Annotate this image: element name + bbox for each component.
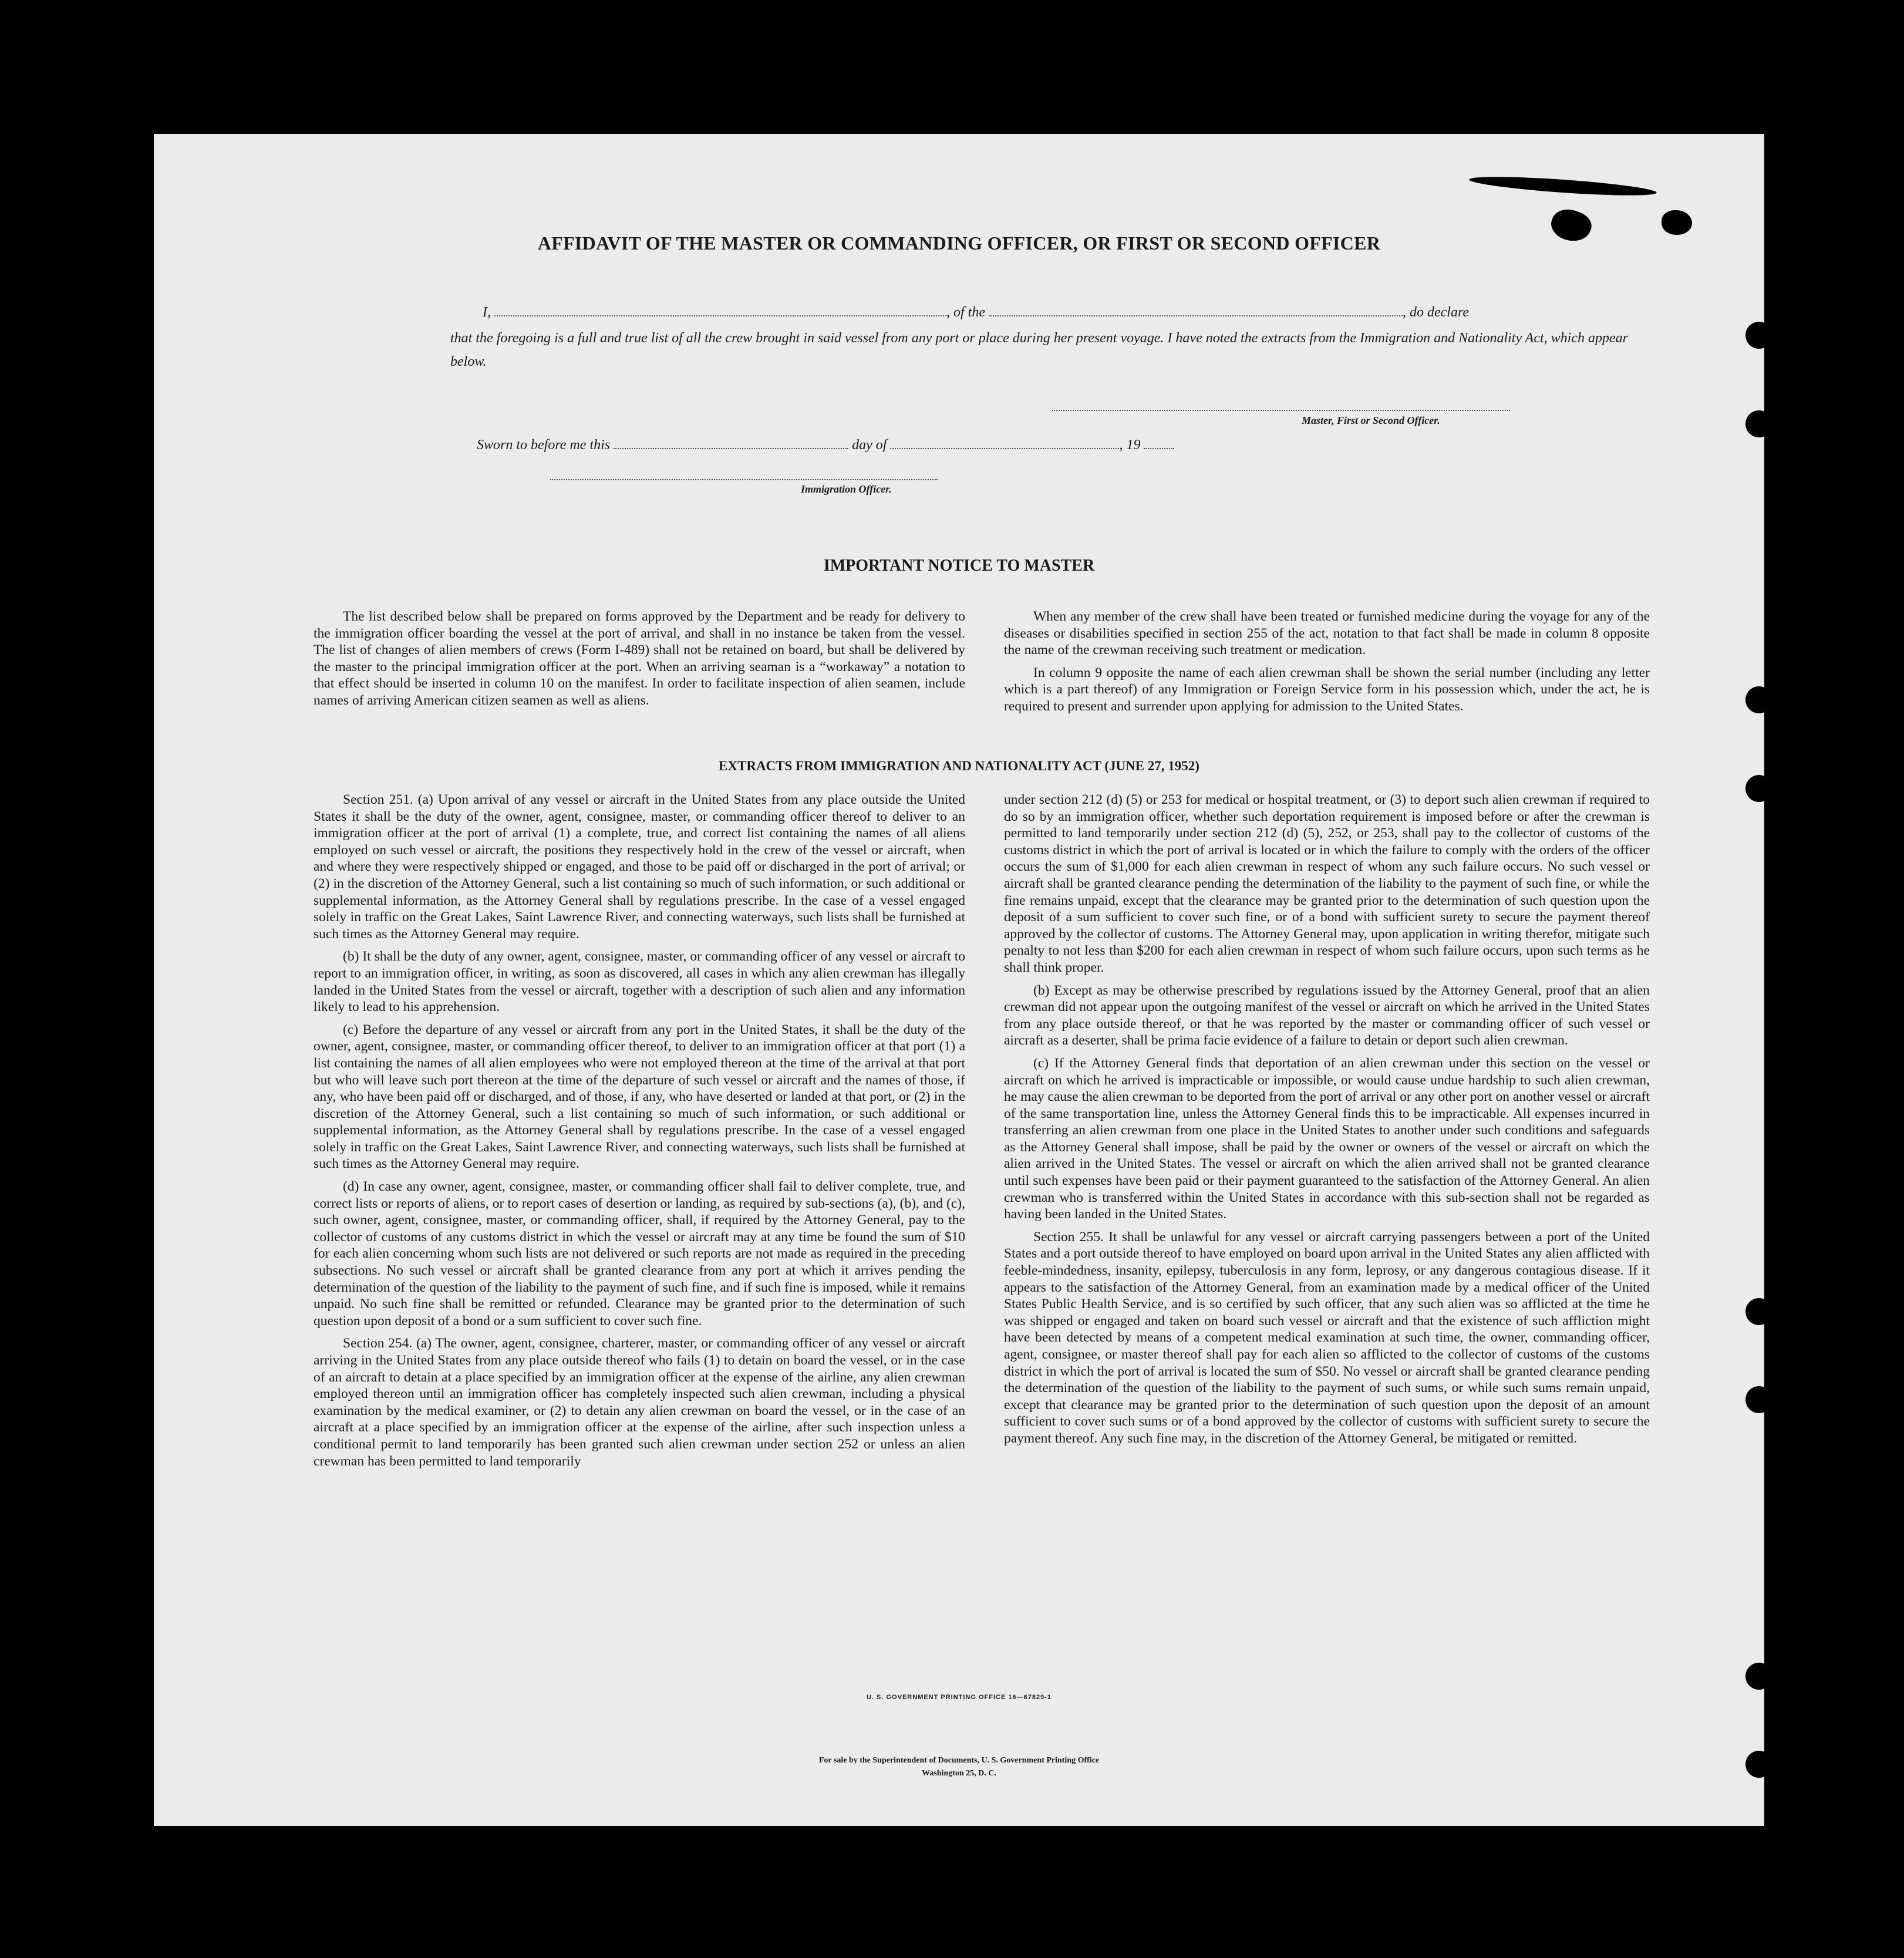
extract-paragraph: (b) Except as may be otherwise prescribed by regulations issued by the Attorney General, proof that an alien crewman did not appear upon the outgoing manifest of the vessel or aircraft on which he arrived in the United States from any place outside thereof, or that he was reported by the master or commanding officer of such vessel or aircraft as a deserter, shall be prima facie evidence of a failure to detain or deport such alien crewman. (1004, 982, 1650, 1049)
year-label: , 19 (1119, 437, 1141, 453)
notice-heading: IMPORTANT NOTICE TO MASTER (823, 557, 1095, 575)
extract-paragraph: Section 255. It shall be unlawful for any vessel or aircraft carrying passengers between a port of the United States and a port outside thereof to have employed on board upon arrival in the United States any alien afflicted with feeble-mindedness, insanity, epilepsy, tuberculosis in any form, leprosy, or any dangerous contagious disease. If it appears to the satisfaction of the Attorney General, from an examination made by a medical officer of the United States Public Health Service, and is so certified by such officer, that any such alien was so afflicted at the time he was shipped or engaged and taken on board such vessel or aircraft and that the existence of such affliction might have been detected by means of a competent medical examination at such time, the owner, commanding officer, agent, consignee, or master thereof shall pay for each alien so afflicted to the collector of customs of the customs district in which the port of arrival is located the sum of $50. No vessel or aircraft shall be granted clearance pending the determination of the question of the liability to the payment of such sums, or while such sums remain unpaid, except that clearance may be granted prior to the determination of such question upon the deposit of an amount sufficient to cover such sums or of a bond approved by the collector of customs with sufficient surety to secure the payment thereof. Any such fine may, in the discretion of the Attorney General, be mitigated or remitted. (1004, 1229, 1650, 1446)
sale-line-2: Washington 25, D. C. (922, 1769, 996, 1778)
master-signature-line[interactable] (1052, 410, 1510, 411)
notice-paragraph: In column 9 opposite the name of each alien crewman shall be shown the serial number (including any letter which is a part thereof) of any Immigration or Foreign Service form in his possession which, under the act, he is required to present and surrender upon applying for admission to the United States. (1004, 665, 1650, 714)
i-label: I, (483, 305, 491, 320)
declaration-text: that the foregoing is a full and true list of all the crew brought in said vessel from any port or place during her present voyage. I have noted the extracts from the Immigration and Nationality Act, which appear below. (450, 331, 1628, 369)
extract-paragraph: (c) Before the departure of any vessel or aircraft from any port in the United States, it shall be the duty of the owner, agent, consignee, master, or commanding officer thereof, to deliver to an immigration officer at that port (1) a list containing the names of all alien employees who were not employed thereon at the time of the arrival at that port but who will leave such port thereon at the time of the departure of such vessel or aircraft and the names of those, if any, who have been paid off or discharged, and of those, if any, who have deserted or landed at that port, or (2) in the discretion of the Attorney General, such a list containing so much of such information, or such additional or supplemental information, as the Attorney General shall by regulations prescribe. In the case of a vessel engaged solely in traffic on the Great Lakes, Saint Lawrence River, and connecting waterways, such lists shall be furnished at such times as the Attorney General may require. (314, 1022, 965, 1172)
extract-paragraph: (d) In case any owner, agent, consignee, master, or commanding officer shall fail to deliver complete, true, and correct lists or reports of aliens, or to report cases of desertion or landing, as required by sub-sections (a), (b), and (c), such owner, agent, consignee, master, or commanding officer, shall, if required by the Attorney General, pay to the collector of customs of any customs district in which the vessel or aircraft may at any time be found the sum of $10 for each alien concerning whom such lists are not delivered or such reports are not made as required in the preceding subsections. No such vessel or aircraft shall be granted clearance from any port at which it arrives pending the determination of the question of the liability to the payment of such fine, and if such fine is imposed, while it remains unpaid. No such fine shall be remitted or refunded. Clearance may be granted prior to the determination of such question upon deposit of a bond or a sum sufficient to cover such fine. (314, 1179, 965, 1329)
extract-paragraph: Section 254. (a) The owner, agent, consignee, charterer, master, or commanding officer of any vessel or aircraft arriving in the United States from any place outside thereof who fails (1) to detain on board the vessel, or in the case of an aircraft to detain at a place specified by an immigration officer at the expense of the airline, any alien crewman employed thereon until an immigration officer has completely inspected such alien crewman, including a physical examination by the medical examiner, or (2) to detain any alien crewman on board the vessel, or in the case of an aircraft at a place specified by an immigration officer at the expense of the airline, after such inspection unless a conditional permit to land temporarily has been granted such alien crewman under section 252 or unless an alien crewman has been permitted to land temporarily (314, 1336, 965, 1469)
of-the-label: , of the (946, 305, 985, 320)
extract-paragraph: (c) If the Attorney General finds that deportation of an alien crewman under this section on the vessel or aircraft on which he arrived is impracticable or impossible, or would cause undue hardship to such alien crewman, he may cause the alien crewman to be deported from the port of arrival or any other port on another vessel or aircraft of the same transportation line, unless the Attorney General finds this to be impracticable. All expenses incurred in transferring an alien crewman from one place in the United States to another under such conditions and safeguards as the Attorney General shall impose, shall be paid by the owner or owners of the vessel or aircraft on which the alien arrived in the United States. The vessel or aircraft on which the alien arrived shall not be granted clearance until such expenses have been paid or their payment guaranteed to the satisfaction of the Attorney General. An alien crewman who is transferred within the United States in accordance with this sub-section shall not be regarded as having been landed in the United States. (1004, 1055, 1650, 1222)
sworn-label: Sworn to before me this (477, 437, 611, 453)
binder-hole (1745, 410, 1764, 437)
declaration-line (450, 299, 1666, 325)
ink-blot (1469, 173, 1657, 199)
extract-paragraph: Section 251. (a) Upon arrival of any vessel or aircraft in the United States from any place outside the United States it shall be the duty of the owner, agent, consignee, master, or commanding officer thereof to deliver to an immigration officer at the port of arrival (1) a complete, true, and correct list containing the names of all aliens employed on such vessel or aircraft, the positions they respectively hold in the crew of the vessel or aircraft, when and where they were respectively shipped or engaged, and those to be paid off or discharged in the port of arrival; or (2) in the discretion of the Attorney General, such a list containing so much of such information, or such additional or supplemental information, as the Attorney General shall by regulations prescribe. In the case of a vessel engaged solely in traffic on the Great Lakes, Saint Lawrence River, and connecting waterways, such lists shall be furnished at such times as the Attorney General may require. (314, 792, 965, 942)
binder-hole (1745, 686, 1764, 713)
ink-blot (1662, 210, 1692, 235)
binder-hole (1745, 1663, 1764, 1690)
extract-paragraph: (b) It shall be the duty of any owner, agent, consignee, master, or commanding officer of any vessel or aircraft to report to an immigration officer, in writing, as soon as discovered, all cases in which any alien crewman has illegally landed in the United States from the vessel or aircraft, together with a description of such alien and any information likely to lead to his apprehension. (314, 949, 965, 1015)
officer-signature-line[interactable] (550, 479, 938, 480)
binder-hole (1745, 1298, 1764, 1325)
binder-hole (1745, 322, 1764, 349)
notice-paragraph: When any member of the crew shall have been treated or furnished medicine during the voyage for any of the diseases or disabilities specified in section 255 of the act, notation to that fact shall be made in column 8 opposite the name of the crewman receiving such treatment or medication. (1004, 609, 1650, 658)
sworn-line (450, 432, 1666, 458)
notice-paragraph: The list described below shall be prepared on forms approved by the Department and be ready for delivery to the immigration officer boarding the vessel at the port of arrival, and shall in no instance be taken from the vessel. The list of changes of alien members of crews (Form I-489) shall not be retained on board, but shall be delivered by the master to the principal immigration officer at the port. When an arriving seaman is a “workaway” a notation to that effect should be inserted in column 10 on the manifest. In order to facilitate inspection of alien seamen, include names of arriving American citizen seamen as well as aliens. (314, 609, 965, 708)
extracts-left-column (314, 791, 965, 1475)
notice-right-column (1004, 608, 1650, 721)
form-page (154, 134, 1764, 1826)
name-field[interactable] (494, 305, 946, 316)
vessel-field[interactable] (989, 305, 1403, 316)
sworn-year-field[interactable] (1144, 437, 1174, 449)
binder-hole (1745, 1386, 1764, 1413)
sworn-day-field[interactable] (614, 437, 848, 449)
extract-paragraph: under section 212 (d) (5) or 253 for medical or hospital treatment, or (3) to deport such alien crewman if required to do so by an immigration officer, whether such deportation requirement is imposed before or after the crewman is permitted to land temporarily under section 212 (d) (5), 252, or 253, shall pay to the collector of customs of the customs district in which the port of arrival is located or in which the failure to comply with the orders of the officer occurs the sum of $1,000 for each alien crewman in respect of whom any such failure occurs. No such vessel or aircraft shall be granted clearance pending the determination of the liability to the payment of such fine, or while the fine remains unpaid, except that the clearance may be granted prior to the determination of such question upon the deposit of a sum sufficient to cover such fine, or of a bond with sufficient surety to secure the payment thereof approved by the collector of customs. The Attorney General may, upon application in writing therefor, mitigate such penalty to not less than $200 for each alien crewman in respect of whom such failure occurs, upon such terms as he shall think proper. (1004, 792, 1650, 975)
master-caption: Master, First or Second Officer. (1302, 414, 1440, 426)
sworn-month-field[interactable] (890, 437, 1119, 449)
binder-hole (1745, 775, 1764, 802)
printing-office-note: U. S. GOVERNMENT PRINTING OFFICE 16—67829-1 (866, 1694, 1052, 1701)
extracts-right-column (1004, 791, 1650, 1453)
extracts-heading: EXTRACTS FROM IMMIGRATION AND NATIONALITY ACT (JUNE 27, 1952) (719, 759, 1199, 773)
notice-left-column (314, 608, 965, 715)
day-of-label: day of (852, 437, 887, 453)
sale-line-1: For sale by the Superintendent of Documents, U. S. Government Printing Office (818, 1756, 1100, 1765)
officer-caption: Immigration Officer. (801, 483, 892, 495)
affidavit-title: AFFIDAVIT OF THE MASTER OR COMMANDING OFFICER, OR FIRST OR SECOND OFFICER (537, 232, 1381, 254)
do-declare-label: , do declare (1403, 305, 1470, 320)
